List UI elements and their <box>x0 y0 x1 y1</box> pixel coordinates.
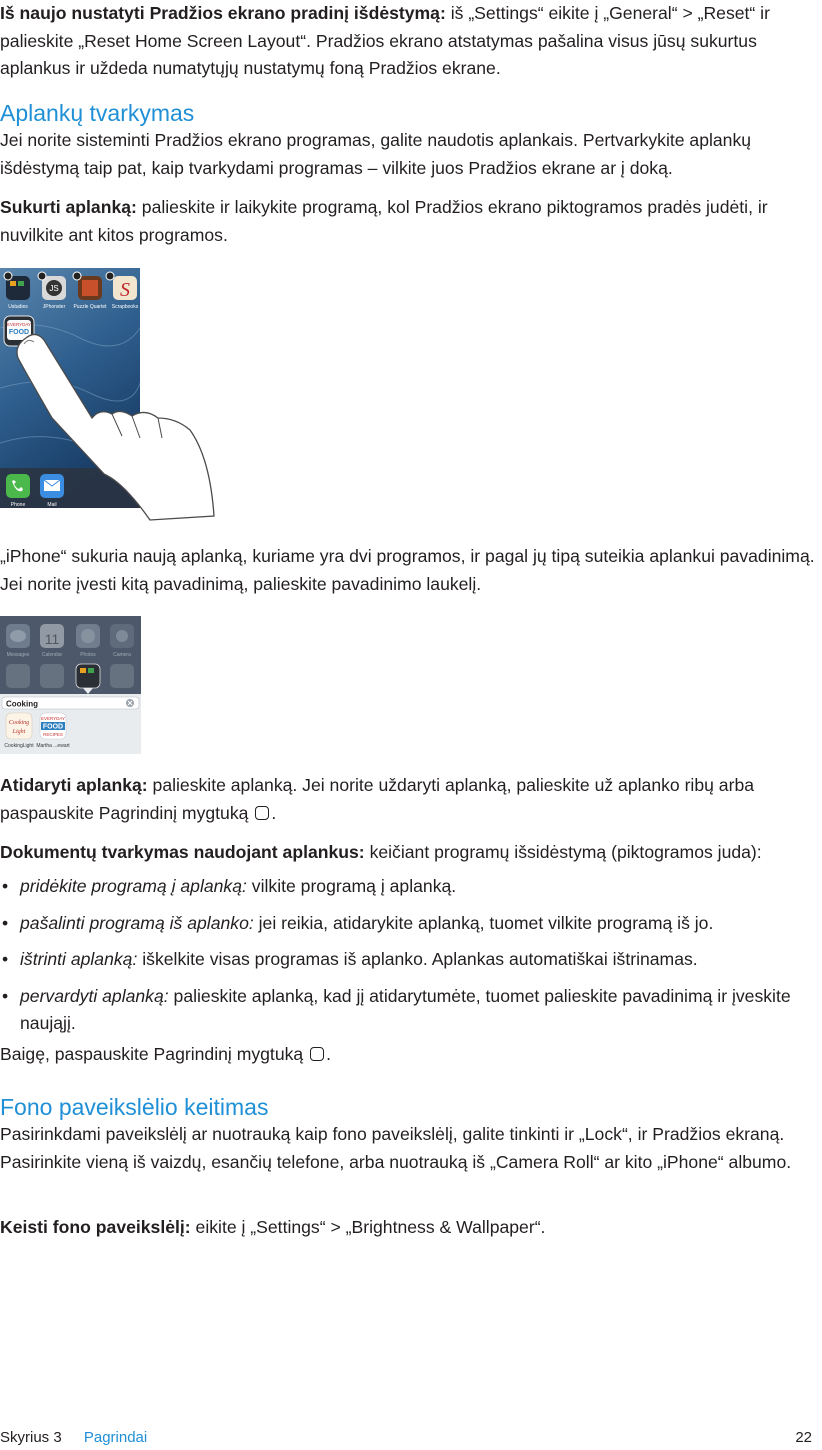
cl-word-1: Cooking <box>8 720 30 726</box>
food-label: EVERYDAY <box>40 716 66 721</box>
bullet-term: pašalinti programą iš aplanko: <box>20 912 254 933</box>
bullet-term: ištrinti aplanką: <box>20 949 138 969</box>
done-end: . <box>326 1044 331 1064</box>
delete-badge-icon[interactable] <box>38 272 46 280</box>
folder-actions-list <box>0 873 816 1047</box>
organize-text: keičiant programų išsidėstymą (piktogramos juda): <box>369 842 762 862</box>
list-item <box>0 946 816 974</box>
figure-open-folder <box>0 616 141 754</box>
app-icon[interactable] <box>38 272 66 310</box>
icon-label: Ustudies <box>8 304 28 310</box>
reset-text: iš „Settings“ eikite į „General“ > „Reset“ ir palieskite „Reset Home Screen Layout“. Pradžios ekrano atstatymas pašalina visus jūsų sukurtus aplankus ir uždeda numatytųjų nustatymų foną Pradžios ekrane. <box>0 3 770 78</box>
food-word: FOOD <box>8 329 30 336</box>
change-wallpaper-paragraph <box>0 1214 816 1242</box>
bullet-icon: • <box>2 912 9 933</box>
calendar-day: 11 <box>44 631 60 647</box>
icon-label: JPhonster <box>42 304 66 310</box>
martha-stewart-app-icon[interactable] <box>36 713 70 749</box>
folder-open-illustration <box>0 616 141 754</box>
bullet-icon: • <box>2 949 9 969</box>
cookinglight-app-icon[interactable] <box>4 713 34 749</box>
open-folder-paragraph <box>0 772 816 827</box>
organize-lead: Dokumentų tvarkymas naudojant aplankus: <box>0 842 365 862</box>
bullet-term: pervardyti aplanką: <box>20 985 169 1006</box>
messages-icon[interactable] <box>6 624 30 658</box>
icon-label: Photos <box>80 652 96 658</box>
home-screen-illustration <box>0 268 225 523</box>
change-text: eikite į „Settings“ > „Brightness & Wallpaper“. <box>195 1217 546 1237</box>
list-item <box>0 910 816 938</box>
icon-label: Puzzle Quartet <box>73 304 107 310</box>
camera-icon[interactable] <box>110 624 134 658</box>
done-text: Baigę, paspauskite Pagrindinį mygtuką <box>0 1044 304 1064</box>
change-lead: Keisti fono paveikslėlį: <box>0 1217 191 1237</box>
bullet-icon: • <box>2 876 9 896</box>
caption-folder-created: „iPhone“ sukuria naują aplanką, kuriame yra dvi programos, ir pagal jų tipą suteikia aplankui pavadinimą. Jei norite įvesti kitą pavadinimą, palieskite pavadinimo laukelį. <box>0 546 815 594</box>
open-text: palieskite aplanką. Jei norite uždaryti aplanką, palieskite už aplanko ribų arba paspauskite Pagrindinį mygtuką <box>0 775 755 823</box>
folders-intro: Jei norite sisteminti Pradžios ekrano programas, galite naudotis aplankais. Pertvarkykite aplankų išdėstymą taip pat, kaip tvarkydami programas – vilkite juos Pradžios ekrane ar į doką. <box>0 130 752 178</box>
section-title-folders: Aplankų tvarkymas <box>0 100 195 126</box>
app-icon[interactable] <box>4 272 30 310</box>
footer-section: Pagrindai <box>83 1429 148 1446</box>
page-footer <box>0 1428 816 1448</box>
home-button-icon <box>310 1047 324 1061</box>
figure-create-folder <box>0 268 225 523</box>
food-label: EVERYDAY <box>6 322 32 327</box>
open-lead: Atidaryti aplanką: <box>0 775 148 795</box>
bullet-term: pridėkite programą į aplanką: <box>20 876 247 896</box>
done-paragraph <box>0 1041 816 1069</box>
icon-label: Camera <box>113 652 131 658</box>
wallpaper-intro: Pasirinkdami paveikslėlį ar nuotrauką kaip fono paveikslėlį, galite tinkinti ir „Lock“, ir Pradžios ekraną. Pasirinkite vieną iš vaizdų, esančių telefone, arba nuotrauką iš „Camera Roll“ ar kito „iPhone“ albumo. <box>0 1124 792 1172</box>
reset-paragraph <box>0 0 816 83</box>
app-label: CookingLight <box>4 743 34 749</box>
open-end: . <box>271 802 277 823</box>
create-lead: Sukurti aplanką: <box>0 197 137 217</box>
svg-text:JS: JS <box>49 284 59 293</box>
delete-badge-icon[interactable] <box>106 272 114 280</box>
icon-label: Scrapbooks <box>111 304 139 310</box>
bullet-text: palieskite aplanką, kad jį atidarytumėte, tuomet palieskite pavadinimą ir įveskite naująjį. <box>20 985 791 1033</box>
delete-badge-icon[interactable] <box>4 272 12 280</box>
home-button-icon <box>255 806 269 820</box>
dock-label: Phone <box>10 502 26 508</box>
bullet-text: vilkite programą į aplanką. <box>251 876 457 896</box>
reset-lead: Iš naujo nustatyti Pradžios ekrano pradinį išdėstymą: <box>0 3 446 23</box>
icon-label: Calendar <box>41 652 63 658</box>
section-title-wallpaper: Fono paveikslėlio keitimas <box>0 1094 269 1120</box>
dock-label: Mail <box>47 502 57 508</box>
footer-chapter: Skyrius 3 <box>0 1429 62 1446</box>
svg-text:S: S <box>120 279 130 301</box>
bullet-text: jei reikia, atidarykite aplanką, tuomet vilkite programą iš jo. <box>258 912 714 933</box>
page-number: 22 <box>795 1429 812 1446</box>
food-word: FOOD <box>42 723 64 731</box>
list-item <box>0 983 816 1038</box>
folder-name: Cooking <box>6 699 38 709</box>
calendar-icon[interactable] <box>40 624 64 658</box>
food-sub: RECIPES <box>43 732 63 737</box>
bullet-icon: • <box>2 985 9 1006</box>
cl-word-2: Light <box>12 729 26 735</box>
bullet-text: iškelkite visas programas iš aplanko. Aplankas automatiškai ištrinamas. <box>142 949 698 969</box>
list-item <box>0 873 816 901</box>
icon-label: Messages <box>6 652 30 658</box>
app-label: Martha ...ewart <box>36 743 70 749</box>
organize-paragraph <box>0 839 816 867</box>
create-text: palieskite ir laikykite programą, kol Pradžios ekrano piktogramos pradės judėti, ir nuvilkite ant kitos programos. <box>0 197 768 245</box>
delete-badge-icon[interactable] <box>73 272 81 280</box>
create-folder-paragraph <box>0 194 816 249</box>
